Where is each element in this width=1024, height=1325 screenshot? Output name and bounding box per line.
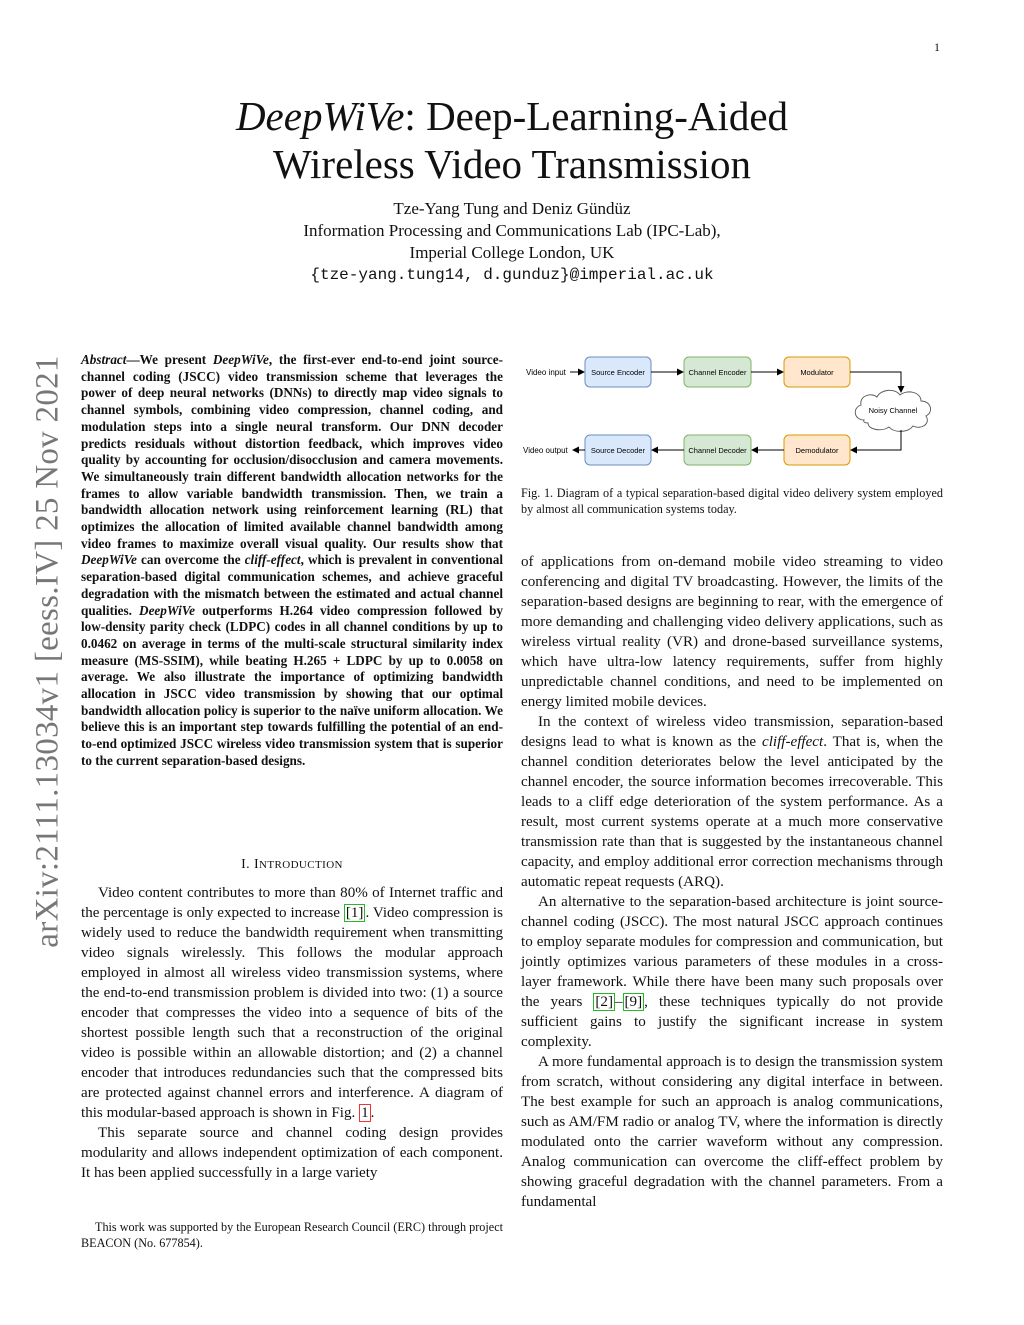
section-heading-introduction: [81, 857, 503, 873]
figure-link[interactable]: 1: [361, 1105, 369, 1121]
abstract-label: Abstract: [81, 352, 127, 367]
paragraph-text: . That is, when the channel condition deteriorates below the level anticipated by the channel encoder, the source information becomes irrecoverable. This leads to a cliff edge deterioration of the system performance. As a result, most current systems operate at a much more conservative transmission rate than that is suggested by the instantaneous channel capacity, and employ additional error correction mechanisms through automatic repeat requests (ARQ).: [521, 734, 944, 890]
footnote: This work was supported by the European Research Council (ERC) through project BEACON (No. 677854).: [81, 1220, 503, 1250]
citation-link[interactable]: [2]: [595, 994, 613, 1010]
author-names: Tze-Yang Tung and Deniz Gündüz: [393, 199, 631, 218]
figure-1-diagram: [521, 350, 943, 475]
abstract-emphasis: DeepWiVe: [212, 352, 269, 367]
channel-encoder-label: Channel Encoder: [688, 368, 747, 377]
source-decoder-label: Source Decoder: [590, 446, 646, 455]
paragraph-text: An alternative to the separation-based architecture is joint source-channel coding (JSCC). The most natural JSCC approach continues to employ separate modules for compression and communication, but jointly optimizes various parameters of these modules in a cross-layer framework. While there have been many such proposals over the years: [521, 894, 943, 1010]
arxiv-identifier-stamp[interactable]: arXiv:2111.13034v1 [eess.IV] 25 Nov 2021: [29, 355, 66, 948]
heading-smallcaps: NTRODUCTION: [259, 859, 343, 871]
video-input-label: Video input: [526, 368, 566, 377]
author-institution: Imperial College London, UK: [409, 243, 615, 262]
channel-decoder-label: Channel Decoder: [688, 446, 747, 455]
modulator-label: Modulator: [800, 368, 834, 377]
left-column-body: [81, 883, 503, 1183]
page-number: 1: [934, 40, 940, 54]
video-output-label: Video output: [523, 446, 568, 455]
paragraph-text: . Video compression is widely used to reduce the bandwidth requirement when transmitting video signals wirelessly. This follows the modular approach employed in almost all wireless video transmission systems, where the end-to-end transmission problem is divided into two: (1) a source encoder that compresses the video into a sequence of bits of the shortest possible length such that a reconstruction of the original video is possible within an allowable distortion; and (2) a channel encoder that introduces redundancies such that the compressed bits are protected against channel errors and interference. A diagram of this modular-based approach is shown in Fig.: [81, 905, 503, 1121]
title-line2: Wireless Video Transmission: [272, 141, 752, 187]
abstract-emphasis: DeepWiVe: [139, 602, 195, 618]
right-column-body: [521, 552, 943, 1212]
paragraph-text: , these techniques typically do not provide sufficient gains to justify the significant increase in system complexity.: [521, 994, 943, 1050]
source-encoder-label: Source Encoder: [591, 368, 645, 377]
paragraph: [521, 712, 943, 892]
abstract-dash: —: [126, 352, 140, 367]
author-affiliation: Information Processing and Communications Lab (IPC-Lab),: [303, 221, 721, 240]
paragraph-text: In the context of wireless video transmission, separation-based designs lead to what is known as the: [521, 714, 943, 750]
heading-word: INTRODUCTION: [253, 857, 343, 872]
emphasis-cliff-effect: cliff-effect: [762, 734, 824, 750]
title-italic: DeepWiVe: [235, 93, 405, 139]
citation-link[interactable]: [9]: [624, 994, 643, 1010]
paragraph: [81, 883, 503, 1123]
noisy-channel-label: Noisy Channel: [868, 406, 918, 415]
paragraph: [521, 892, 943, 1052]
paragraph-text: Video content contributes to more than 80% of Internet traffic and the percentage is only expected to increase: [81, 885, 503, 921]
heading-word: I.: [241, 857, 254, 872]
abstract-emphasis: DeepWiVe: [81, 552, 137, 568]
paragraph: of applications from on-demand mobile video streaming to video conferencing and digital TV broadcasting. However, the limits of the separation-based designs are beginning to rear, with the emergence of more demanding and challenging video delivery applications, such as wireless virtual reality (VR) and drone-based surveillance systems, which have ultra-low latency requirements, suffer from highly unpredictable channel conditions, and need to be implemented on energy limited mobile devices.: [521, 554, 943, 710]
title-rest: : Deep-Learning-Aided: [404, 93, 789, 139]
author-emails[interactable]: {tze-yang.tung14, d.gunduz}@imperial.ac.uk: [310, 266, 714, 284]
author-block: [100, 198, 924, 286]
range-dash: –: [614, 994, 623, 1010]
abstract-text: We present DeepWiVe, the first-ever end-to-end joint source-channel coding (JSCC) video transmission scheme that leverages the power of deep neural networks (DNNs) to directly map video signals to channel symbols, combining video compression, channel coding, and modulation steps into a single neural transform. Our DNN decoder predicts residuals without distortion feedback, which improves video quality by accounting for occlusion/disocclusion and camera movements. We simultaneously train different bandwidth allocation networks for the frames to allow variable bandwidth transmission. Then, we train a bandwidth allocation network using reinforcement learning (RL) that optimizes the allocation of limited available channel bandwidth among video frames to maximize overall visual quality. Our results show that DeepWiVe can overcome the cliff-effect, which is prevalent in conventional separation-based digital communication schemes, and achieve graceful degradation with the mismatch between the estimated and actual channel qualities. DeepWiVe outperforms H.264 video compression followed by low-density parity check (LDPC) codes in all channel conditions by up to 0.0462 on average in terms of the multi-scale structural similarity index measure (MS-SSIM), while beating H.265 + LDPC by up to 0.0058 on average. We also illustrate the importance of optimizing bandwidth allocation in JSCC video transmission by showing that our optimal bandwidth allocation policy is superior to the naïve uniform allocation. We believe this is an important step towards fulfilling the potential of an end-to-end optimized JSCC wireless video transmission system that is superior to the current separation-based designs.: [81, 352, 504, 768]
citation-link[interactable]: [1]: [345, 905, 364, 921]
abstract-emphasis: cliff-effect: [244, 552, 301, 568]
paragraph-text: .: [370, 1105, 375, 1121]
figure-caption: Fig. 1. Diagram of a typical separation-based digital video delivery system employed by almost all communication systems today.: [521, 486, 943, 516]
abstract: [81, 352, 503, 770]
paper-title: [100, 92, 924, 188]
paragraph: This separate source and channel coding design provides modularity and allows independent optimization of each component. It has been applied successfully in a large variety: [81, 1125, 503, 1181]
paragraph: A more fundamental approach is to design the transmission system from scratch, without considering any digital interface in between. The best example for such an approach is analog communications, such as AM/FM radio or analog TV, where the information is directly modulated onto the carrier waveform without any compression. Analog communication can overcome the cliff-effect problem by showing graceful degradation with the channel parameters. From a fundamental: [521, 1054, 943, 1210]
demodulator-label: Demodulator: [795, 446, 839, 455]
